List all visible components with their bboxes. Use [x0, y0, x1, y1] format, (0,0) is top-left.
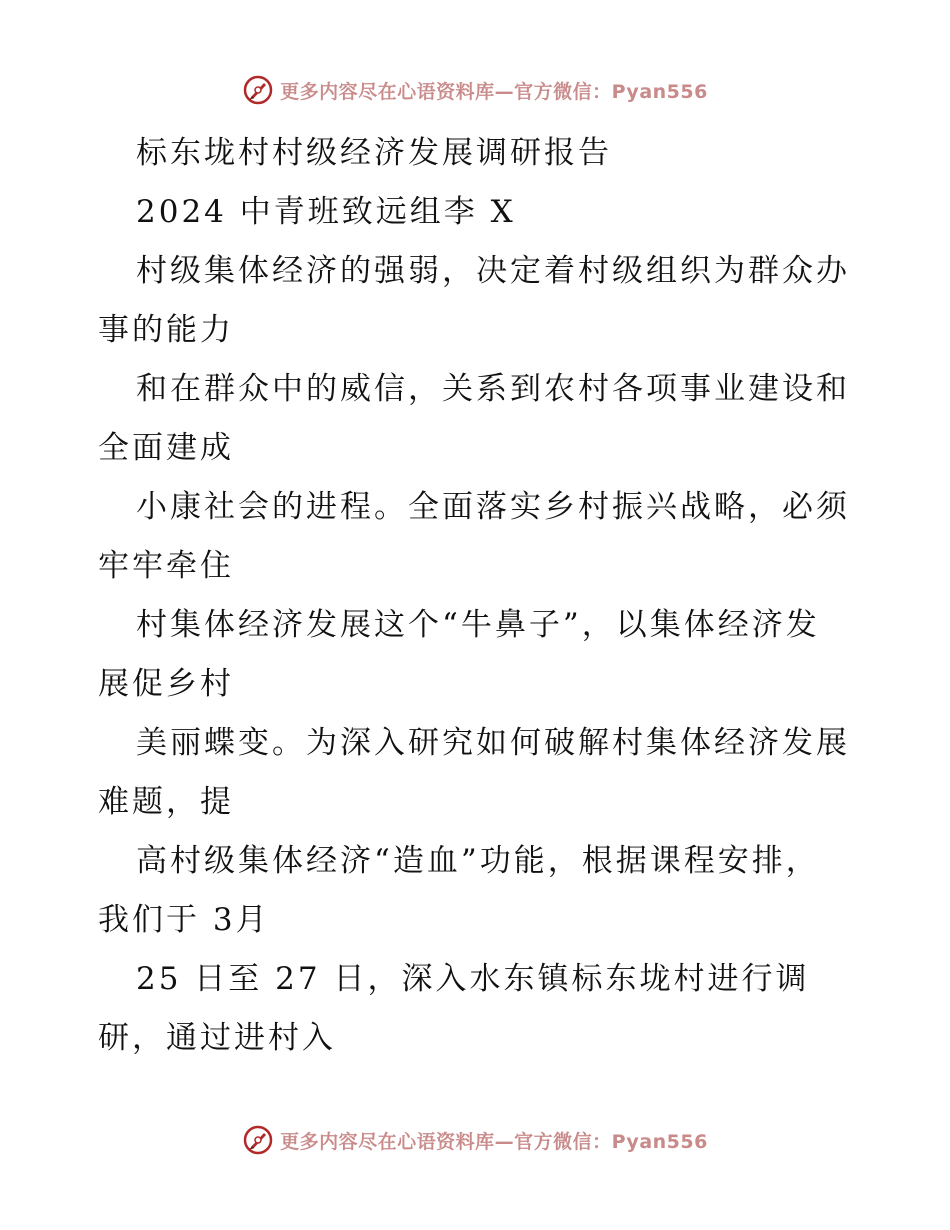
paragraph-line: 展促乡村: [98, 666, 234, 702]
quill-pen-logo-icon: [242, 74, 274, 106]
paragraph-line: 小康社会的进程。全面落实乡村振兴战略，必须: [136, 489, 850, 525]
paragraph-line: 牢牢牵住: [98, 548, 234, 584]
paragraph-line: 25 日至 27 日，深入水东镇标东垅村进行调: [136, 961, 810, 997]
paragraph-line: 和在群众中的威信，关系到农村各项事业建设和: [136, 371, 850, 407]
paragraph-line: 事的能力: [98, 312, 234, 348]
paragraph-line: 难题，提: [98, 784, 234, 820]
paragraph-line: 美丽蝶变。为深入研究如何破解村集体经济发展: [136, 725, 850, 761]
header-watermark: [0, 70, 950, 110]
paragraph-line: 研，通过进村入: [98, 1020, 336, 1056]
paragraph-line: 我们于 3月: [98, 902, 270, 938]
footer-watermark: [0, 1120, 950, 1160]
document-subtitle: 2024 中青班致远组李 X: [136, 194, 516, 230]
paragraph-line: 村集体经济发展这个“牛鼻子”，以集体经济发: [136, 607, 820, 643]
watermark-text: 更多内容尽在心语资料库—官方微信：Pyan556: [280, 1130, 708, 1153]
document-body: [98, 124, 858, 1068]
watermark-text: 更多内容尽在心语资料库—官方微信：Pyan556: [280, 80, 708, 103]
paragraph-line: 高村级集体经济“造血”功能，根据课程安排，: [136, 843, 820, 879]
quill-pen-logo-icon: [242, 1124, 274, 1156]
paragraph-line: 村级集体经济的强弱，决定着村级组织为群众办: [136, 253, 850, 289]
document-title: 标东垅村村级经济发展调研报告: [136, 135, 612, 171]
paragraph-line: 全面建成: [98, 430, 234, 466]
